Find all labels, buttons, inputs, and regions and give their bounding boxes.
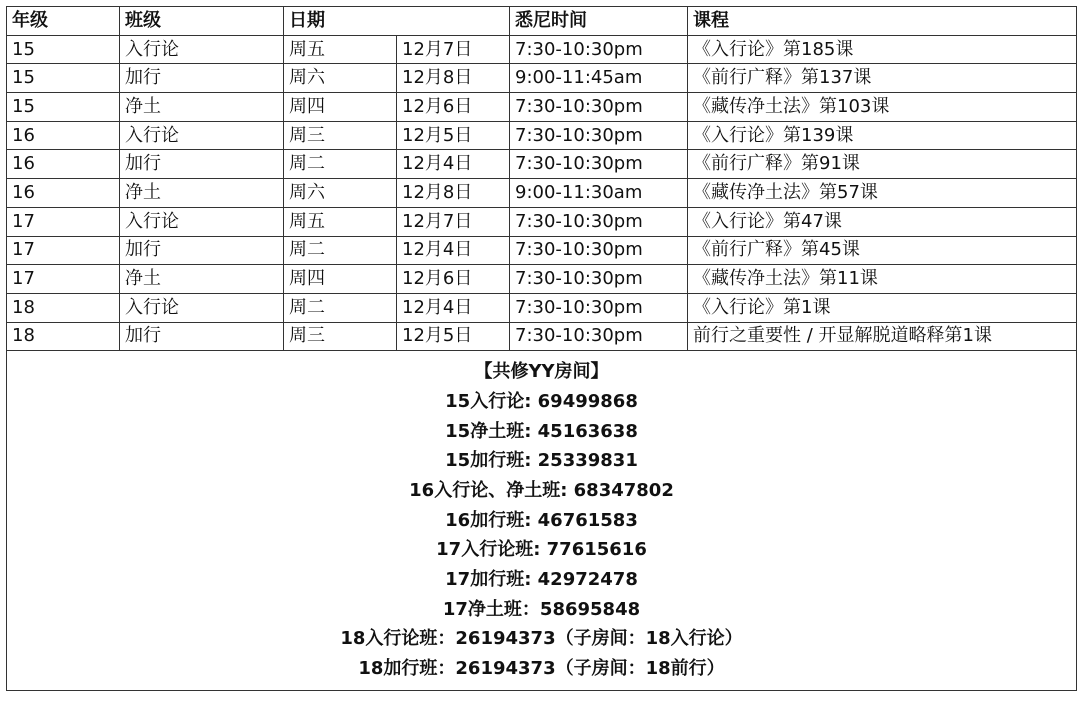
cell-sydney-time: 7:30-10:30pm: [510, 265, 688, 294]
cell-weekday: 周五: [284, 35, 397, 64]
cell-weekday: 周四: [284, 265, 397, 294]
header-class: 班级: [120, 7, 284, 36]
table-row: [7, 93, 1077, 122]
cell-course: 《前行广释》第45课: [688, 236, 1077, 265]
cell-date: 12月6日: [397, 93, 510, 122]
table-row: [7, 322, 1077, 351]
cell-date: 12月7日: [397, 207, 510, 236]
cell-date: 12月6日: [397, 265, 510, 294]
cell-date: 12月4日: [397, 150, 510, 179]
cell-sydney-time: 7:30-10:30pm: [510, 150, 688, 179]
cell-grade: 16: [7, 121, 120, 150]
room-line: 15入行论: 69499868: [445, 390, 638, 412]
header-date: 日期: [284, 7, 510, 36]
cell-grade: 16: [7, 150, 120, 179]
cell-class: 加行: [120, 64, 284, 93]
cell-sydney-time: 7:30-10:30pm: [510, 35, 688, 64]
table-row: [7, 293, 1077, 322]
cell-grade: 15: [7, 35, 120, 64]
cell-class: 入行论: [120, 121, 284, 150]
room-line: 15加行班: 25339831: [445, 450, 638, 472]
cell-class: 入行论: [120, 293, 284, 322]
table-row: [7, 179, 1077, 208]
table-row: [7, 236, 1077, 265]
cell-grade: 18: [7, 322, 120, 351]
cell-weekday: 周二: [284, 236, 397, 265]
cell-course: 《藏传净土法》第103课: [688, 93, 1077, 122]
header-course: 课程: [688, 7, 1077, 36]
table-row: [7, 121, 1077, 150]
cell-course: 《前行广释》第91课: [688, 150, 1077, 179]
cell-date: 12月4日: [397, 293, 510, 322]
room-line: 18加行班：26194373（子房间：18前行）: [358, 658, 725, 680]
cell-course: 《藏传净土法》第11课: [688, 265, 1077, 294]
room-line: 18入行论班：26194373（子房间：18入行论）: [340, 628, 743, 650]
table-row: [7, 150, 1077, 179]
yy-rooms-block: [7, 351, 1076, 690]
cell-class: 净土: [120, 265, 284, 294]
rooms-title: 【共修YY房间】: [474, 361, 609, 383]
room-line: 15净土班: 45163638: [445, 420, 638, 442]
cell-grade: 17: [7, 236, 120, 265]
cell-weekday: 周四: [284, 93, 397, 122]
cell-weekday: 周五: [284, 207, 397, 236]
cell-sydney-time: 7:30-10:30pm: [510, 322, 688, 351]
header-row: [7, 7, 1077, 36]
cell-grade: 17: [7, 265, 120, 294]
cell-sydney-time: 7:30-10:30pm: [510, 93, 688, 122]
cell-class: 加行: [120, 150, 284, 179]
cell-sydney-time: 7:30-10:30pm: [510, 293, 688, 322]
room-line: 17加行班: 42972478: [445, 569, 638, 591]
room-line: 16加行班: 46761583: [445, 509, 638, 531]
cell-class: 加行: [120, 236, 284, 265]
cell-date: 12月5日: [397, 121, 510, 150]
cell-date: 12月5日: [397, 322, 510, 351]
table-row: [7, 207, 1077, 236]
cell-class: 加行: [120, 322, 284, 351]
cell-weekday: 周二: [284, 293, 397, 322]
cell-grade: 15: [7, 64, 120, 93]
cell-date: 12月7日: [397, 35, 510, 64]
cell-grade: 18: [7, 293, 120, 322]
cell-class: 净土: [120, 179, 284, 208]
cell-sydney-time: 7:30-10:30pm: [510, 207, 688, 236]
cell-sydney-time: 9:00-11:30am: [510, 179, 688, 208]
table-row: [7, 265, 1077, 294]
cell-grade: 15: [7, 93, 120, 122]
cell-course: 《入行论》第185课: [688, 35, 1077, 64]
room-line: 17净土班：58695848: [442, 598, 641, 620]
cell-sydney-time: 7:30-10:30pm: [510, 236, 688, 265]
table-row: [7, 35, 1077, 64]
rooms-row: [7, 351, 1077, 691]
rooms-cell: [7, 351, 1077, 691]
cell-class: 净土: [120, 93, 284, 122]
table-row: [7, 64, 1077, 93]
cell-course: 前行之重要性 / 开显解脱道略释第1课: [688, 322, 1077, 351]
schedule-table: [6, 6, 1077, 691]
cell-course: 《入行论》第1课: [688, 293, 1077, 322]
cell-class: 入行论: [120, 207, 284, 236]
cell-date: 12月8日: [397, 64, 510, 93]
cell-course: 《入行论》第47课: [688, 207, 1077, 236]
cell-grade: 16: [7, 179, 120, 208]
schedule-sheet: [6, 6, 1076, 691]
header-grade: 年级: [7, 7, 120, 36]
header-sydney-time: 悉尼时间: [510, 7, 688, 36]
cell-grade: 17: [7, 207, 120, 236]
cell-sydney-time: 9:00-11:45am: [510, 64, 688, 93]
cell-course: 《入行论》第139课: [688, 121, 1077, 150]
cell-weekday: 周六: [284, 64, 397, 93]
cell-class: 入行论: [120, 35, 284, 64]
cell-weekday: 周二: [284, 150, 397, 179]
cell-course: 《藏传净土法》第57课: [688, 179, 1077, 208]
cell-weekday: 周六: [284, 179, 397, 208]
cell-weekday: 周三: [284, 322, 397, 351]
cell-date: 12月4日: [397, 236, 510, 265]
cell-date: 12月8日: [397, 179, 510, 208]
cell-weekday: 周三: [284, 121, 397, 150]
cell-sydney-time: 7:30-10:30pm: [510, 121, 688, 150]
cell-course: 《前行广释》第137课: [688, 64, 1077, 93]
room-line: 17入行论班: 77615616: [436, 539, 647, 561]
room-line: 16入行论、净土班: 68347802: [409, 480, 674, 501]
